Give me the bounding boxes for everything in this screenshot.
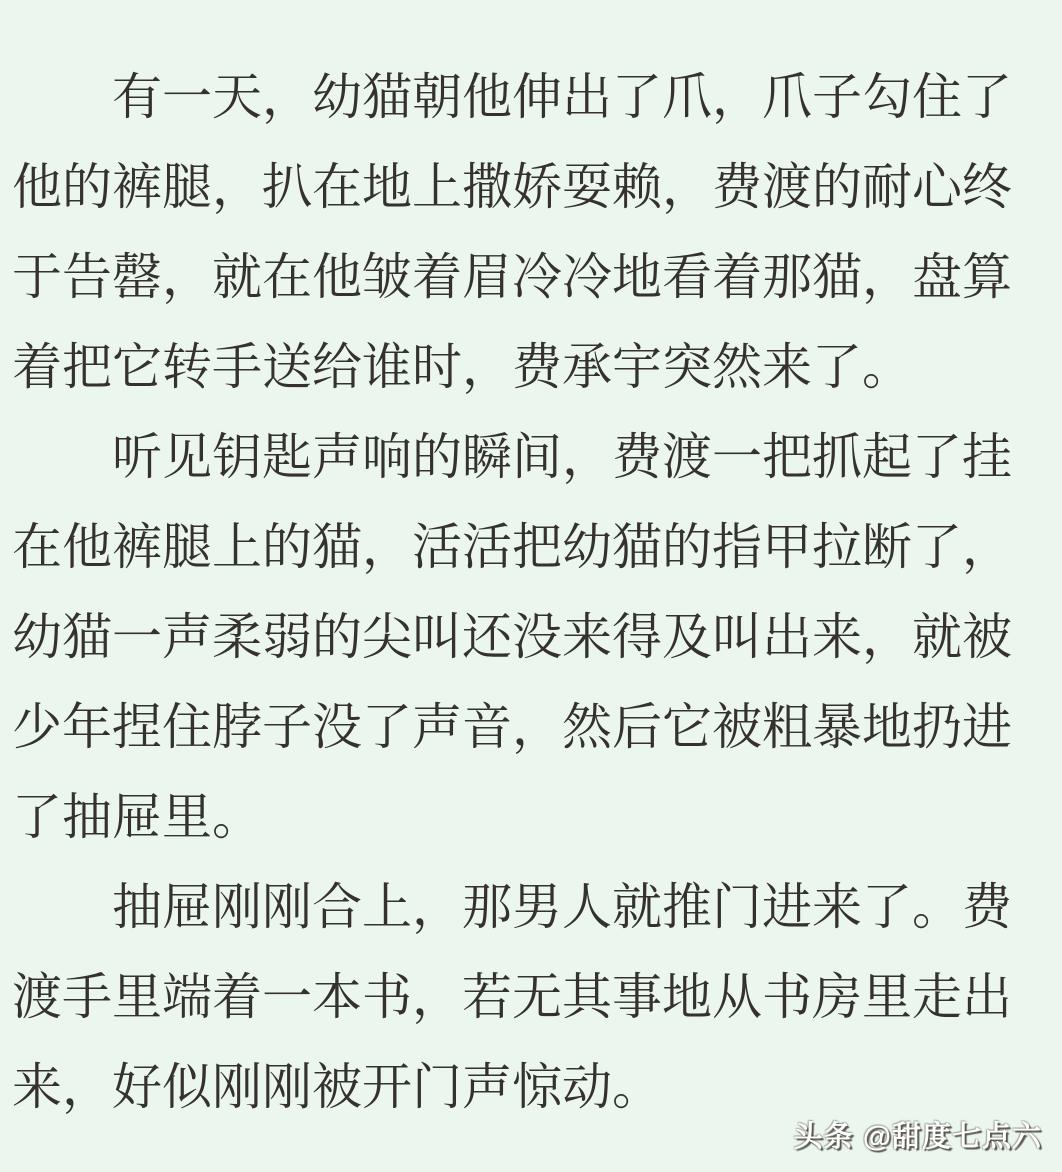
text-line: 来，好似刚刚被开门声惊动。 [12,1059,662,1115]
text-line: 渡手里端着一本书，若无其事地从书房里走出 [12,969,1012,1025]
paragraph [12,412,1052,862]
text-line: 他的裤腿，扒在地上撒娇耍赖，费渡的耐心终 [12,159,1012,215]
text-line: 了抽屉里。 [12,789,262,845]
watermark-text: 头条 @甜度七点六 [793,1121,1042,1153]
text-line: 在他裤腿上的猫，活活把幼猫的指甲拉断了， [12,519,1012,575]
watermark [794,1114,1042,1155]
text-line: 着把它转手送给谁时，费承宇突然来了。 [12,339,912,395]
text-line: 听见钥匙声响的瞬间，费渡一把抓起了挂 [112,429,1012,485]
text-line: 于告罄，就在他皱着眉冷冷地看着那猫，盘算 [12,249,1012,305]
paragraph [12,862,1052,1132]
text-line: 少年捏住脖子没了声音，然后它被粗暴地扔进 [12,699,1012,755]
text-line: 抽屉刚刚合上，那男人就推门进来了。费 [112,879,1012,935]
text-line: 有一天，幼猫朝他伸出了爪，爪子勾住了 [112,69,1012,125]
text-line: 幼猫一声柔弱的尖叫还没来得及叫出来，就被 [12,609,1012,665]
paragraph [12,52,1052,412]
